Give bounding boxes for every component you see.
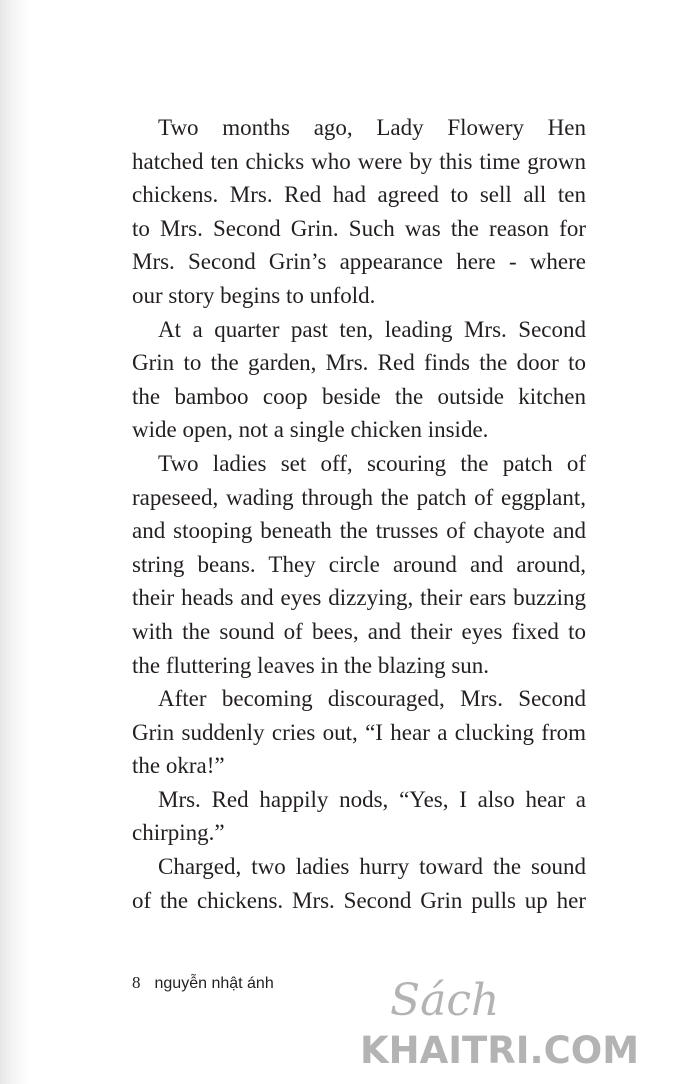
text-line: chickens. Mrs. Red had agreed to sell all ten <box>132 182 586 208</box>
paragraph <box>132 313 586 447</box>
page-footer <box>132 973 274 993</box>
text-line: with the sound of bees, and their eyes fixed to <box>132 618 586 644</box>
text-line: of the chickens. Mrs. Second Grin pulls up her <box>132 887 586 913</box>
text-line: Grin suddenly cries out, “I hear a clucking from <box>132 719 586 745</box>
page-number: 8 <box>132 973 141 992</box>
watermark-script-text: Sách <box>390 975 500 1026</box>
paragraph <box>132 783 586 850</box>
book-text <box>132 111 586 917</box>
text-line: hatched ten chicks who were by this time grown <box>132 148 586 174</box>
text-line: our story begins to unfold. <box>132 282 376 308</box>
text-line: Charged, two ladies hurry toward the sound <box>158 854 586 880</box>
watermark-brand-text: KHAITRI.COM <box>360 1029 640 1072</box>
paragraph <box>132 447 586 682</box>
text-line: wide open, not a single chicken inside. <box>132 417 489 443</box>
text-line: and stooping beneath the trusses of chayote and <box>132 518 586 544</box>
text-line: the okra!” <box>132 753 225 779</box>
paragraph <box>132 111 586 313</box>
author-name: nguyễn nhật ánh <box>154 975 274 992</box>
text-line: the fluttering leaves in the blazing sun. <box>132 652 490 678</box>
text-line: Mrs. Red happily nods, “Yes, I also hear a <box>158 786 586 812</box>
paragraph <box>132 850 586 917</box>
text-line: Two months ago, Lady Flowery Hen <box>158 115 586 140</box>
text-line: Grin to the garden, Mrs. Red finds the door to <box>132 350 586 376</box>
text-line: string beans. They circle around and around, <box>132 551 586 577</box>
text-line: At a quarter past ten, leading Mrs. Second <box>158 316 586 342</box>
text-line: their heads and eyes dizzying, their ears buzzing <box>132 585 586 611</box>
text-line: rapeseed, wading through the patch of eggplant, <box>132 484 586 510</box>
paragraph <box>132 682 586 783</box>
text-line: After becoming discouraged, Mrs. Second <box>158 686 586 712</box>
text-line: to Mrs. Second Grin. Such was the reason for <box>132 215 586 241</box>
text-line: the bamboo coop beside the outside kitchen <box>132 383 586 409</box>
watermark-logo <box>360 965 690 1075</box>
text-line: chirping.” <box>132 820 225 846</box>
text-line: Two ladies set off, scouring the patch of <box>158 450 586 476</box>
page-edge-shadow <box>0 0 30 1084</box>
text-line: Mrs. Second Grin’s appearance here - where <box>132 249 586 275</box>
